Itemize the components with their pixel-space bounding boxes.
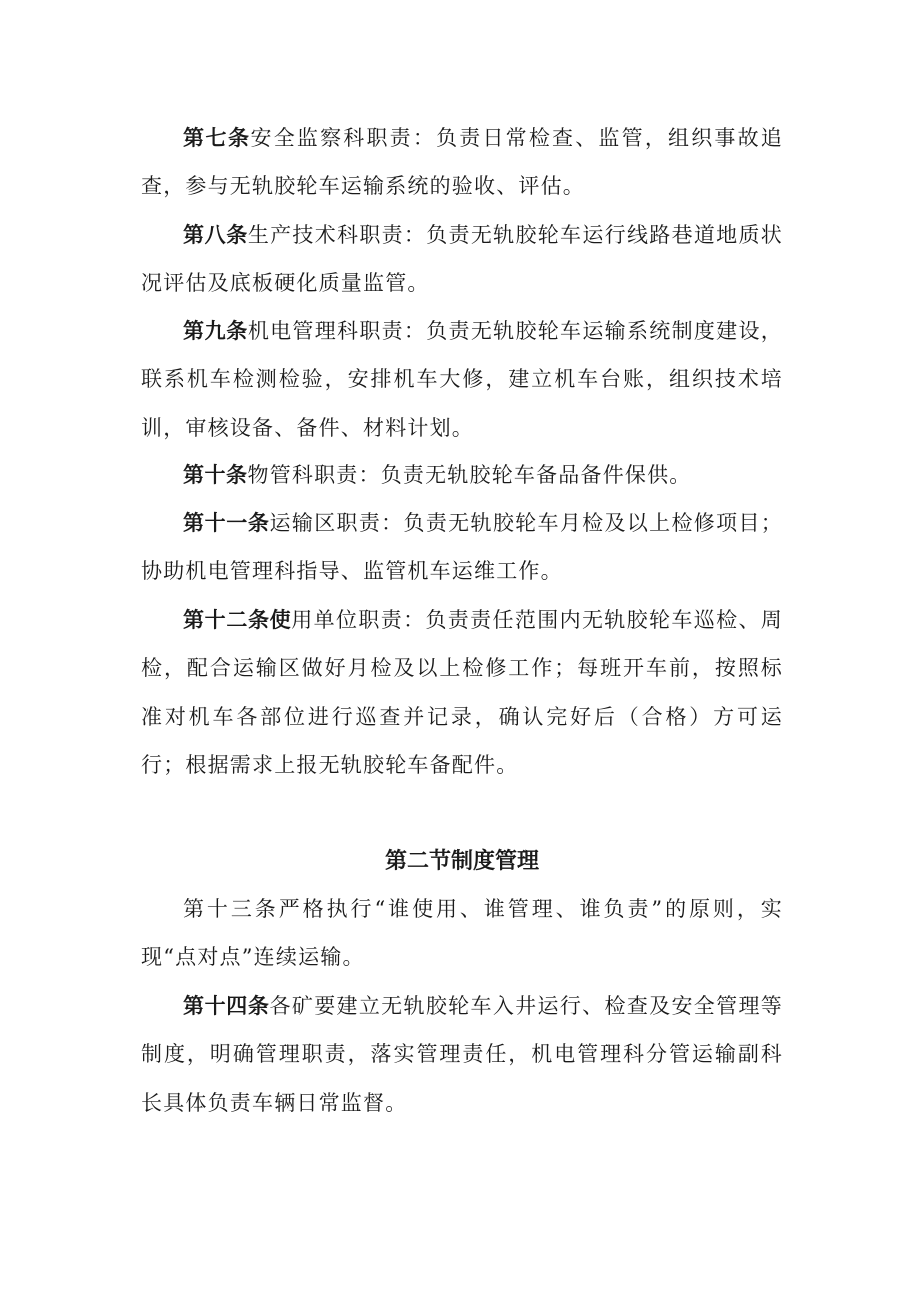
article-number: 第七条: [183, 126, 251, 150]
article-text: 生产技术科职责：负责无轨胶轮车运行线路巷道地质状况评估及底板硬化质量监管。: [141, 223, 783, 296]
article-number: 第十二条使: [183, 608, 292, 632]
article-number: 第十四条: [183, 994, 270, 1018]
article-text: 用单位职责：负责责任范围内无轨胶轮车巡检、周检，配合运输区做好月检及以上检修工作；每班开车前，按照标准对机车各部位进行巡查并记录，确认完好后（合格）方可运行；根据需求上报无轨胶轮车备配件。: [141, 608, 784, 777]
article-text: 安全监察科职责：负责日常检查、监管，组织事故追查，参与无轨胶轮车运输系统的验收、评估。: [141, 126, 784, 199]
article-12: [141, 596, 783, 789]
article-number: 第八条: [183, 223, 248, 247]
article-9: [141, 307, 783, 452]
article-13: 第十三条严格执行“谁使用、谁管理、谁负责”的原则，实现“点对点”连续运输。: [141, 897, 783, 970]
article-number: 第九条: [183, 319, 248, 343]
article-11: [141, 499, 783, 596]
article-text: 物管科职责：负责无轨胶轮车备品备件保供。: [247, 463, 692, 487]
article-text: 机电管理科职责：负责无轨胶轮车运输系统制度建设，联系机车检测检验，安排机车大修，建立机车台账，组织技术培训，审核设备、备件、材料计划。: [141, 319, 783, 440]
article-7: [141, 114, 783, 211]
section-title: 第二节制度管理: [384, 849, 539, 874]
article-text: 各矿要建立无轨胶轮车入井运行、检查及安全管理等制度，明确管理职责，落实管理责任，机电管理科分管运输副科长具体负责车辆日常监督。: [141, 994, 783, 1115]
article-text: 运输区职责：负责无轨胶轮车月检及以上检修项目；协助机电管理科指导、监管机车运维工作。: [141, 511, 783, 584]
article-number: 第十一条: [183, 511, 270, 535]
article-8: [141, 211, 783, 308]
article-14: [141, 982, 783, 1127]
article-number: 第十条: [183, 463, 248, 487]
article-10: [141, 451, 783, 499]
